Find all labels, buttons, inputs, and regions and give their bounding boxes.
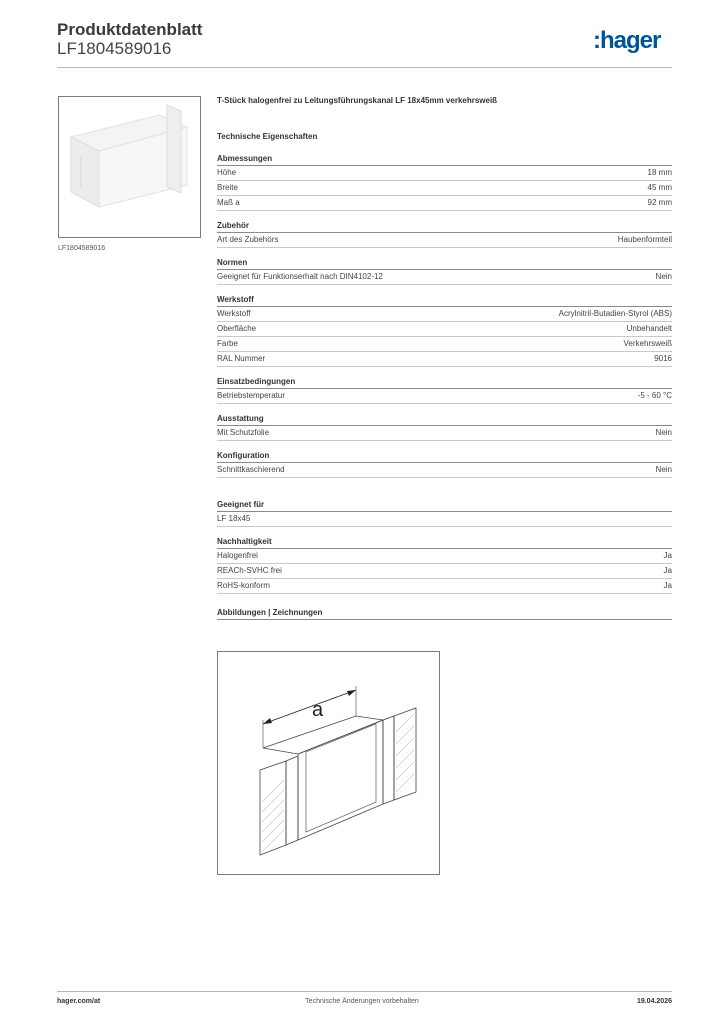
property-value: 92 mm [647,198,672,207]
property-label: Oberfläche [217,324,257,333]
property-label: Schnittkaschierend [217,465,285,474]
section-werkstoff [217,293,672,367]
technical-drawing [217,651,440,875]
property-label: REACh-SVHC frei [217,566,282,575]
property-label: LF 18x45 [217,514,251,523]
property-row [217,352,672,367]
property-row [217,512,672,527]
property-label: Betriebstemperatur [217,391,286,400]
image-caption: LF1804589016 [58,245,106,252]
property-row [217,307,672,322]
property-row [217,181,672,196]
property-label: Maß a [217,198,240,207]
section-zubehör [217,219,672,248]
section-einsatzbedingungen [217,375,672,404]
property-label: Art des Zubehörs [217,235,279,244]
tech-properties-heading: Technische Eigenschaften [217,132,318,141]
property-row [217,196,672,211]
property-value: Verkehrsweiß [623,339,672,348]
property-label: RoHS-konform [217,581,270,590]
section-nachhaltigkeit [217,535,672,594]
product-title: T-Stück halogenfrei zu Leitungsführungskanal LF 18x45mm verkehrsweiß [217,96,498,105]
hager-logo [593,26,673,58]
section-ausstattung [217,412,672,441]
property-value: Haubenformteil [617,235,672,244]
section-geeignet-für [217,498,672,527]
article-number: LF1804589016 [57,39,172,58]
property-row [217,579,672,594]
section-title: Werkstoff [217,293,672,307]
logo-text: :hager [593,27,661,54]
product-image [58,96,201,238]
page-title: Produktdatenblatt [57,20,203,39]
section-abmessungen [217,152,672,211]
property-value: 18 mm [647,168,672,177]
property-label: Geeignet für Funktionserhalt nach DIN4102-12 [217,272,383,281]
section-title: Normen [217,256,672,270]
property-value: Ja [663,581,672,590]
property-label: Mit Schutzfolie [217,428,270,437]
property-label: Farbe [217,339,238,348]
section-title: Nachhaltigkeit [217,535,672,549]
property-row [217,463,672,478]
property-value: Acrylnitril-Butadien-Styrol (ABS) [558,309,672,318]
property-label: Breite [217,183,238,192]
property-label: Werkstoff [217,309,251,318]
footer-disclaimer: Technische Änderungen vorbehalten [305,998,419,1005]
property-row [217,549,672,564]
property-value: Ja [663,551,672,560]
section-title: Geeignet für [217,498,672,512]
property-value: Ja [663,566,672,575]
property-value: Nein [655,465,672,474]
property-label: Höhe [217,168,237,177]
property-row [217,337,672,352]
section-title: Ausstattung [217,412,672,426]
property-value: Nein [655,428,672,437]
property-label: RAL Nummer [217,354,266,363]
property-sections [217,152,672,594]
section-title: Zubehör [217,219,672,233]
section-title: Abmessungen [217,152,672,166]
property-value: Nein [655,272,672,281]
property-label: Halogenfrei [217,551,258,560]
footer-website[interactable]: hager.com/at [57,998,101,1005]
header-divider [57,67,672,68]
section-normen [217,256,672,285]
section-title: Konfiguration [217,449,672,463]
drawings-heading: Abbildungen | Zeichnungen [217,606,672,620]
property-value: -5 - 60 °C [637,391,672,400]
section-konfiguration [217,449,672,478]
property-row [217,270,672,285]
product-details [217,94,672,620]
property-row [217,233,672,248]
property-row [217,426,672,441]
property-value: 45 mm [647,183,672,192]
property-row [217,564,672,579]
property-value: 9016 [654,354,672,363]
section-title: Einsatzbedingungen [217,375,672,389]
property-row [217,389,672,404]
footer-divider [57,991,672,992]
property-row [217,166,672,181]
footer-date: 19.04.2026 [636,998,672,1005]
property-row [217,322,672,337]
property-value: Unbehandelt [626,324,672,333]
dimension-label-a: a [312,699,324,721]
